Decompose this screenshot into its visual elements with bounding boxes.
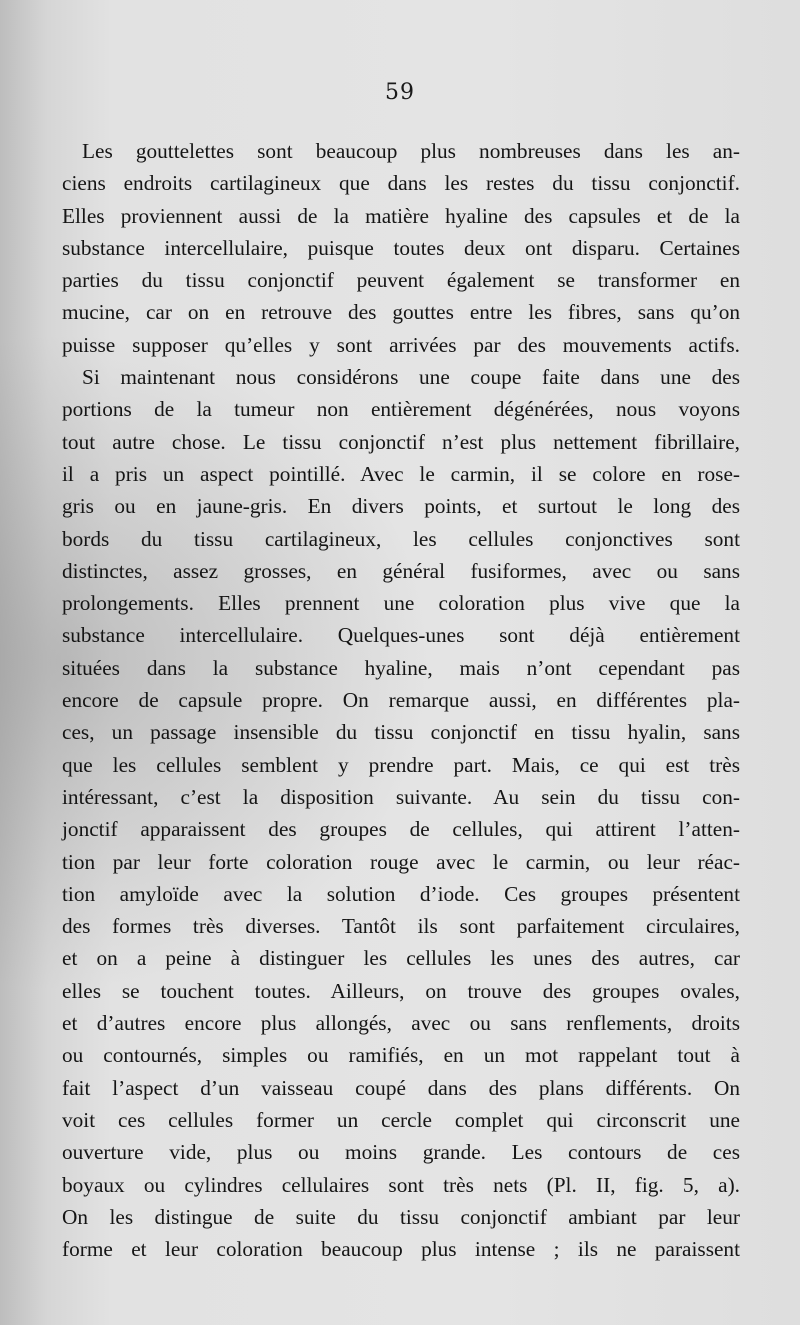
text-line: encore de capsule propre. On remarque aussi, en différentes pla-	[62, 688, 740, 713]
text-line: distinctes, assez grosses, en général fusiformes, avec ou sans	[62, 558, 740, 583]
text-line: ces, un passage insensible du tissu conjonctif en tissu hyalin, sans	[62, 720, 740, 745]
text-line: Elles proviennent aussi de la matière hyaline des capsules et de la	[62, 203, 740, 228]
text-line: forme et leur coloration beaucoup plus intense ; ils ne paraissent	[62, 1237, 740, 1262]
text-line: et on a peine à distinguer les cellules les unes des autres, car	[62, 946, 740, 971]
text-line: boyaux ou cylindres cellulaires sont très nets (Pl. II, fig. 5, a).	[62, 1172, 740, 1197]
text-line: intéressant, c’est la disposition suivante. Au sein du tissu con-	[62, 784, 740, 809]
text-line: mucine, car on en retrouve des gouttes entre les fibres, sans qu’on	[62, 300, 740, 325]
text-line: portions de la tumeur non entièrement dégénérées, nous voyons	[62, 397, 740, 422]
text-line: ou contournés, simples ou ramifiés, en un mot rappelant tout à	[62, 1043, 740, 1068]
text-line: il a pris un aspect pointillé. Avec le carmin, il se colore en rose-	[62, 461, 740, 486]
text-line: Les gouttelettes sont beaucoup plus nombreuses dans les an-	[82, 139, 740, 163]
text-line: elles se touchent toutes. Ailleurs, on trouve des groupes ovales,	[62, 978, 740, 1003]
text-line: substance intercellulaire, puisque toutes deux ont disparu. Certaines	[62, 235, 740, 260]
text-line: substance intercellulaire. Quelques-unes sont déjà entièrement	[62, 623, 740, 648]
text-line: situées dans la substance hyaline, mais n’ont cependant pas	[62, 655, 740, 680]
text-line: jonctif apparaissent des groupes de cellules, qui attirent l’atten-	[62, 817, 740, 842]
text-line: que les cellules semblent y prendre part. Mais, ce qui est très	[62, 752, 740, 777]
text-line: bords du tissu cartilagineux, les cellules conjonctives sont	[62, 526, 740, 551]
text-line: gris ou en jaune-gris. En divers points, et surtout le long des	[62, 494, 740, 519]
text-line: ciens endroits cartilagineux que dans les restes du tissu conjonctif.	[62, 171, 740, 196]
page-number: 59	[385, 80, 415, 105]
text-line: On les distingue de suite du tissu conjonctif ambiant par leur	[62, 1204, 740, 1229]
text-line: et d’autres encore plus allongés, avec ou sans renflements, droits	[62, 1011, 740, 1036]
text-line: tout autre chose. Le tissu conjonctif n’est plus nettement fibrillaire,	[62, 429, 740, 454]
text-line: prolongements. Elles prennent une coloration plus vive que la	[62, 591, 740, 616]
text-line: tion par leur forte coloration rouge avec le carmin, ou leur réac-	[62, 849, 740, 874]
body-text	[62, 135, 740, 1265]
text-line: ouverture vide, plus ou moins grande. Les contours de ces	[62, 1140, 740, 1165]
text-line: fait l’aspect d’un vaisseau coupé dans des plans différents. On	[62, 1075, 740, 1100]
text-line: des formes très diverses. Tantôt ils sont parfaitement circulaires,	[62, 914, 740, 939]
text-line: parties du tissu conjonctif peuvent également se transformer en	[62, 268, 740, 293]
text-line: Si maintenant nous considérons une coupe faite dans une des	[82, 365, 740, 390]
text-line: puisse supposer qu’elles y sont arrivées par des mouvements actifs.	[62, 332, 740, 357]
text-line: voit ces cellules former un cercle complet qui circonscrit une	[62, 1107, 740, 1132]
text-line: tion amyloïde avec la solution d’iode. Ces groupes présentent	[62, 881, 740, 906]
